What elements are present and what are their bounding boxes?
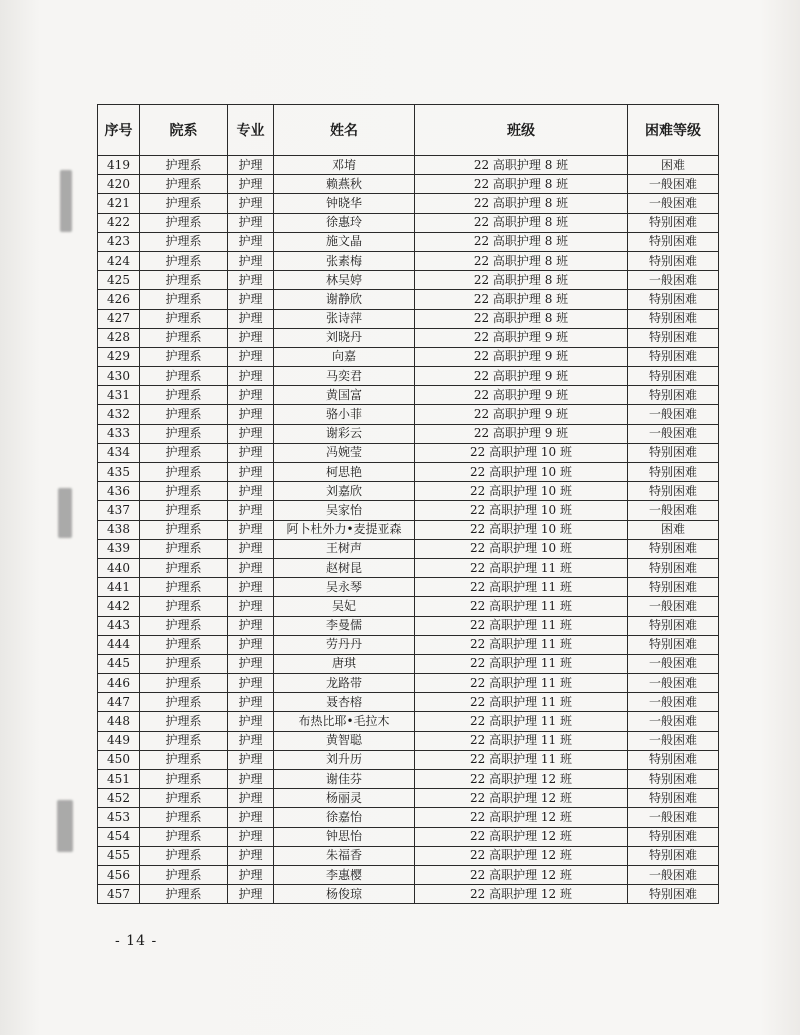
cell-major: 护理	[228, 213, 274, 232]
cell-name: 徐惠玲	[274, 213, 415, 232]
cell-major: 护理	[228, 693, 274, 712]
cell-major: 护理	[228, 789, 274, 808]
table-row	[98, 750, 719, 769]
cell-name: 聂杏榕	[274, 693, 415, 712]
cell-no: 448	[98, 712, 140, 731]
table-row	[98, 271, 719, 290]
cell-major: 护理	[228, 251, 274, 270]
cell-class: 22 高职护理 8 班	[415, 309, 628, 328]
table-row	[98, 213, 719, 232]
header-major: 专业	[228, 105, 274, 156]
cell-major: 护理	[228, 635, 274, 654]
cell-major: 护理	[228, 156, 274, 175]
cell-major: 护理	[228, 750, 274, 769]
cell-level: 特别困难	[628, 635, 719, 654]
cell-dept: 护理系	[140, 367, 228, 386]
cell-dept: 护理系	[140, 770, 228, 789]
cell-name: 邓堉	[274, 156, 415, 175]
table-row	[98, 846, 719, 865]
cell-class: 22 高职护理 11 班	[415, 578, 628, 597]
cell-no: 452	[98, 789, 140, 808]
cell-no: 430	[98, 367, 140, 386]
cell-name: 李惠樱	[274, 865, 415, 884]
cell-no: 447	[98, 693, 140, 712]
cell-dept: 护理系	[140, 558, 228, 577]
cell-dept: 护理系	[140, 194, 228, 213]
table-body	[98, 156, 719, 904]
cell-name: 刘升历	[274, 750, 415, 769]
cell-dept: 护理系	[140, 347, 228, 366]
cell-major: 护理	[228, 194, 274, 213]
cell-level: 一般困难	[628, 271, 719, 290]
cell-no: 457	[98, 885, 140, 904]
table-row	[98, 501, 719, 520]
cell-no: 419	[98, 156, 140, 175]
cell-major: 护理	[228, 386, 274, 405]
cell-class: 22 高职护理 8 班	[415, 251, 628, 270]
cell-no: 433	[98, 424, 140, 443]
cell-no: 455	[98, 846, 140, 865]
cell-dept: 护理系	[140, 251, 228, 270]
cell-dept: 护理系	[140, 616, 228, 635]
cell-level: 特别困难	[628, 347, 719, 366]
cell-major: 护理	[228, 558, 274, 577]
table-row	[98, 290, 719, 309]
cell-no: 429	[98, 347, 140, 366]
cell-level: 特别困难	[628, 789, 719, 808]
student-table	[97, 104, 719, 904]
cell-name: 谢彩云	[274, 424, 415, 443]
table-row	[98, 789, 719, 808]
table-row	[98, 232, 719, 251]
table-row	[98, 808, 719, 827]
cell-name: 冯婉莹	[274, 443, 415, 462]
cell-level: 一般困难	[628, 654, 719, 673]
cell-major: 护理	[228, 175, 274, 194]
cell-level: 特别困难	[628, 885, 719, 904]
cell-class: 22 高职护理 12 班	[415, 808, 628, 827]
cell-name: 黄智聪	[274, 731, 415, 750]
cell-level: 特别困难	[628, 213, 719, 232]
scan-artifact	[58, 488, 72, 538]
table-row	[98, 328, 719, 347]
header-level: 困难等级	[628, 105, 719, 156]
table-row	[98, 865, 719, 884]
table-row	[98, 405, 719, 424]
cell-major: 护理	[228, 827, 274, 846]
cell-name: 钟思怡	[274, 827, 415, 846]
cell-dept: 护理系	[140, 386, 228, 405]
cell-dept: 护理系	[140, 693, 228, 712]
cell-class: 22 高职护理 11 班	[415, 635, 628, 654]
cell-dept: 护理系	[140, 885, 228, 904]
cell-no: 420	[98, 175, 140, 194]
cell-major: 护理	[228, 347, 274, 366]
cell-no: 426	[98, 290, 140, 309]
table-row	[98, 674, 719, 693]
cell-dept: 护理系	[140, 731, 228, 750]
table-row	[98, 635, 719, 654]
cell-name: 林吴婷	[274, 271, 415, 290]
table-row	[98, 194, 719, 213]
cell-major: 护理	[228, 770, 274, 789]
cell-level: 特别困难	[628, 827, 719, 846]
cell-no: 435	[98, 463, 140, 482]
cell-major: 护理	[228, 232, 274, 251]
table-row	[98, 347, 719, 366]
cell-major: 护理	[228, 674, 274, 693]
cell-class: 22 高职护理 10 班	[415, 501, 628, 520]
cell-no: 425	[98, 271, 140, 290]
cell-major: 护理	[228, 846, 274, 865]
cell-class: 22 高职护理 8 班	[415, 156, 628, 175]
cell-no: 453	[98, 808, 140, 827]
cell-level: 一般困难	[628, 424, 719, 443]
cell-dept: 护理系	[140, 635, 228, 654]
cell-class: 22 高职护理 8 班	[415, 290, 628, 309]
cell-dept: 护理系	[140, 328, 228, 347]
cell-class: 22 高职护理 9 班	[415, 405, 628, 424]
cell-dept: 护理系	[140, 808, 228, 827]
cell-no: 450	[98, 750, 140, 769]
cell-class: 22 高职护理 11 班	[415, 616, 628, 635]
cell-dept: 护理系	[140, 156, 228, 175]
table-row	[98, 424, 719, 443]
cell-dept: 护理系	[140, 443, 228, 462]
cell-class: 22 高职护理 12 班	[415, 885, 628, 904]
cell-level: 一般困难	[628, 405, 719, 424]
cell-class: 22 高职护理 10 班	[415, 520, 628, 539]
cell-class: 22 高职护理 11 班	[415, 674, 628, 693]
table-row	[98, 156, 719, 175]
table-row	[98, 654, 719, 673]
cell-major: 护理	[228, 597, 274, 616]
table-row	[98, 367, 719, 386]
cell-dept: 护理系	[140, 865, 228, 884]
cell-class: 22 高职护理 11 班	[415, 712, 628, 731]
table-row	[98, 616, 719, 635]
cell-class: 22 高职护理 11 班	[415, 654, 628, 673]
table-row	[98, 386, 719, 405]
cell-class: 22 高职护理 12 班	[415, 827, 628, 846]
cell-major: 护理	[228, 405, 274, 424]
cell-dept: 护理系	[140, 654, 228, 673]
table-row	[98, 539, 719, 558]
cell-major: 护理	[228, 328, 274, 347]
cell-dept: 护理系	[140, 789, 228, 808]
cell-dept: 护理系	[140, 539, 228, 558]
cell-level: 一般困难	[628, 808, 719, 827]
cell-name: 吴妃	[274, 597, 415, 616]
cell-major: 护理	[228, 865, 274, 884]
cell-name: 谢佳芬	[274, 770, 415, 789]
cell-dept: 护理系	[140, 597, 228, 616]
cell-name: 吴永琴	[274, 578, 415, 597]
table-row	[98, 827, 719, 846]
cell-class: 22 高职护理 12 班	[415, 789, 628, 808]
cell-class: 22 高职护理 10 班	[415, 463, 628, 482]
cell-major: 护理	[228, 712, 274, 731]
cell-name: 刘晓丹	[274, 328, 415, 347]
header-dept: 院系	[140, 105, 228, 156]
cell-level: 特别困难	[628, 750, 719, 769]
cell-dept: 护理系	[140, 309, 228, 328]
cell-level: 一般困难	[628, 712, 719, 731]
cell-level: 一般困难	[628, 175, 719, 194]
cell-name: 张诗萍	[274, 309, 415, 328]
scan-artifact	[60, 170, 72, 232]
cell-major: 护理	[228, 463, 274, 482]
cell-name: 龙路带	[274, 674, 415, 693]
cell-name: 骆小菲	[274, 405, 415, 424]
cell-major: 护理	[228, 443, 274, 462]
cell-class: 22 高职护理 10 班	[415, 443, 628, 462]
cell-dept: 护理系	[140, 482, 228, 501]
cell-dept: 护理系	[140, 827, 228, 846]
cell-level: 特别困难	[628, 482, 719, 501]
cell-level: 一般困难	[628, 194, 719, 213]
table-header-row	[98, 105, 719, 156]
cell-no: 438	[98, 520, 140, 539]
cell-class: 22 高职护理 12 班	[415, 770, 628, 789]
cell-no: 421	[98, 194, 140, 213]
cell-no: 434	[98, 443, 140, 462]
cell-name: 杨丽灵	[274, 789, 415, 808]
cell-level: 困难	[628, 520, 719, 539]
cell-dept: 护理系	[140, 846, 228, 865]
cell-no: 454	[98, 827, 140, 846]
cell-class: 22 高职护理 11 班	[415, 597, 628, 616]
cell-level: 一般困难	[628, 674, 719, 693]
cell-level: 一般困难	[628, 597, 719, 616]
cell-name: 赵树昆	[274, 558, 415, 577]
cell-no: 436	[98, 482, 140, 501]
cell-dept: 护理系	[140, 213, 228, 232]
cell-no: 443	[98, 616, 140, 635]
cell-no: 442	[98, 597, 140, 616]
cell-dept: 护理系	[140, 424, 228, 443]
cell-level: 特别困难	[628, 290, 719, 309]
cell-class: 22 高职护理 8 班	[415, 232, 628, 251]
cell-no: 428	[98, 328, 140, 347]
cell-name: 黄国富	[274, 386, 415, 405]
table-row	[98, 520, 719, 539]
table-row	[98, 443, 719, 462]
cell-name: 徐嘉怡	[274, 808, 415, 827]
cell-dept: 护理系	[140, 405, 228, 424]
cell-no: 424	[98, 251, 140, 270]
cell-no: 422	[98, 213, 140, 232]
cell-level: 特别困难	[628, 558, 719, 577]
cell-no: 427	[98, 309, 140, 328]
cell-name: 张素梅	[274, 251, 415, 270]
cell-name: 杨俊琼	[274, 885, 415, 904]
cell-class: 22 高职护理 11 班	[415, 731, 628, 750]
cell-name: 吴家怡	[274, 501, 415, 520]
cell-level: 特别困难	[628, 328, 719, 347]
cell-major: 护理	[228, 309, 274, 328]
cell-class: 22 高职护理 12 班	[415, 846, 628, 865]
cell-name: 赖燕秋	[274, 175, 415, 194]
table-row	[98, 309, 719, 328]
table-row	[98, 463, 719, 482]
cell-no: 444	[98, 635, 140, 654]
header-no: 序号	[98, 105, 140, 156]
cell-class: 22 高职护理 8 班	[415, 271, 628, 290]
cell-class: 22 高职护理 8 班	[415, 175, 628, 194]
cell-major: 护理	[228, 501, 274, 520]
cell-class: 22 高职护理 12 班	[415, 865, 628, 884]
cell-dept: 护理系	[140, 750, 228, 769]
cell-level: 特别困难	[628, 539, 719, 558]
cell-dept: 护理系	[140, 290, 228, 309]
cell-name: 唐琪	[274, 654, 415, 673]
table-row	[98, 731, 719, 750]
cell-level: 一般困难	[628, 865, 719, 884]
cell-name: 朱福香	[274, 846, 415, 865]
table-row	[98, 770, 719, 789]
cell-major: 护理	[228, 616, 274, 635]
cell-dept: 护理系	[140, 271, 228, 290]
table-row	[98, 885, 719, 904]
table-row	[98, 578, 719, 597]
cell-dept: 护理系	[140, 578, 228, 597]
cell-level: 一般困难	[628, 731, 719, 750]
cell-dept: 护理系	[140, 175, 228, 194]
cell-level: 一般困难	[628, 693, 719, 712]
cell-major: 护理	[228, 290, 274, 309]
page-number: - 14 -	[115, 933, 158, 949]
cell-dept: 护理系	[140, 520, 228, 539]
cell-class: 22 高职护理 11 班	[415, 693, 628, 712]
cell-level: 特别困难	[628, 616, 719, 635]
cell-name: 钟晓华	[274, 194, 415, 213]
cell-major: 护理	[228, 424, 274, 443]
cell-no: 441	[98, 578, 140, 597]
cell-name: 王树声	[274, 539, 415, 558]
cell-no: 446	[98, 674, 140, 693]
cell-class: 22 高职护理 9 班	[415, 328, 628, 347]
cell-no: 432	[98, 405, 140, 424]
cell-level: 特别困难	[628, 578, 719, 597]
cell-no: 423	[98, 232, 140, 251]
cell-no: 451	[98, 770, 140, 789]
cell-level: 特别困难	[628, 386, 719, 405]
cell-dept: 护理系	[140, 463, 228, 482]
cell-name: 布热比耶•毛拉木	[274, 712, 415, 731]
table-row	[98, 693, 719, 712]
table-row	[98, 482, 719, 501]
cell-class: 22 高职护理 9 班	[415, 424, 628, 443]
cell-major: 护理	[228, 539, 274, 558]
cell-level: 困难	[628, 156, 719, 175]
cell-no: 456	[98, 865, 140, 884]
cell-major: 护理	[228, 520, 274, 539]
cell-no: 449	[98, 731, 140, 750]
cell-level: 特别困难	[628, 463, 719, 482]
cell-level: 一般困难	[628, 501, 719, 520]
cell-no: 445	[98, 654, 140, 673]
cell-major: 护理	[228, 367, 274, 386]
table-row	[98, 712, 719, 731]
cell-level: 特别困难	[628, 309, 719, 328]
cell-class: 22 高职护理 11 班	[415, 558, 628, 577]
cell-major: 护理	[228, 271, 274, 290]
cell-dept: 护理系	[140, 501, 228, 520]
cell-class: 22 高职护理 9 班	[415, 367, 628, 386]
cell-level: 特别困难	[628, 846, 719, 865]
cell-name: 李曼儒	[274, 616, 415, 635]
table-row	[98, 558, 719, 577]
table-row	[98, 251, 719, 270]
cell-major: 护理	[228, 482, 274, 501]
cell-dept: 护理系	[140, 674, 228, 693]
cell-name: 谢静欣	[274, 290, 415, 309]
cell-level: 特别困难	[628, 367, 719, 386]
cell-name: 向嘉	[274, 347, 415, 366]
cell-major: 护理	[228, 808, 274, 827]
cell-level: 特别困难	[628, 443, 719, 462]
cell-dept: 护理系	[140, 712, 228, 731]
cell-class: 22 高职护理 9 班	[415, 386, 628, 405]
table-row	[98, 175, 719, 194]
scan-artifact	[57, 800, 73, 852]
cell-level: 特别困难	[628, 232, 719, 251]
header-name: 姓名	[274, 105, 415, 156]
cell-major: 护理	[228, 885, 274, 904]
cell-no: 439	[98, 539, 140, 558]
cell-no: 431	[98, 386, 140, 405]
cell-class: 22 高职护理 8 班	[415, 194, 628, 213]
cell-no: 437	[98, 501, 140, 520]
cell-no: 440	[98, 558, 140, 577]
cell-class: 22 高职护理 10 班	[415, 539, 628, 558]
cell-class: 22 高职护理 9 班	[415, 347, 628, 366]
cell-name: 劳丹丹	[274, 635, 415, 654]
cell-level: 特别困难	[628, 251, 719, 270]
cell-major: 护理	[228, 578, 274, 597]
cell-class: 22 高职护理 10 班	[415, 482, 628, 501]
cell-name: 马奕君	[274, 367, 415, 386]
cell-name: 阿卜杜外力•麦提亚森	[274, 520, 415, 539]
cell-name: 刘嘉欣	[274, 482, 415, 501]
cell-class: 22 高职护理 11 班	[415, 750, 628, 769]
cell-major: 护理	[228, 654, 274, 673]
cell-level: 特别困难	[628, 770, 719, 789]
cell-class: 22 高职护理 8 班	[415, 213, 628, 232]
cell-dept: 护理系	[140, 232, 228, 251]
cell-major: 护理	[228, 731, 274, 750]
header-class: 班级	[415, 105, 628, 156]
cell-name: 柯思艳	[274, 463, 415, 482]
table-row	[98, 597, 719, 616]
cell-name: 施文晶	[274, 232, 415, 251]
